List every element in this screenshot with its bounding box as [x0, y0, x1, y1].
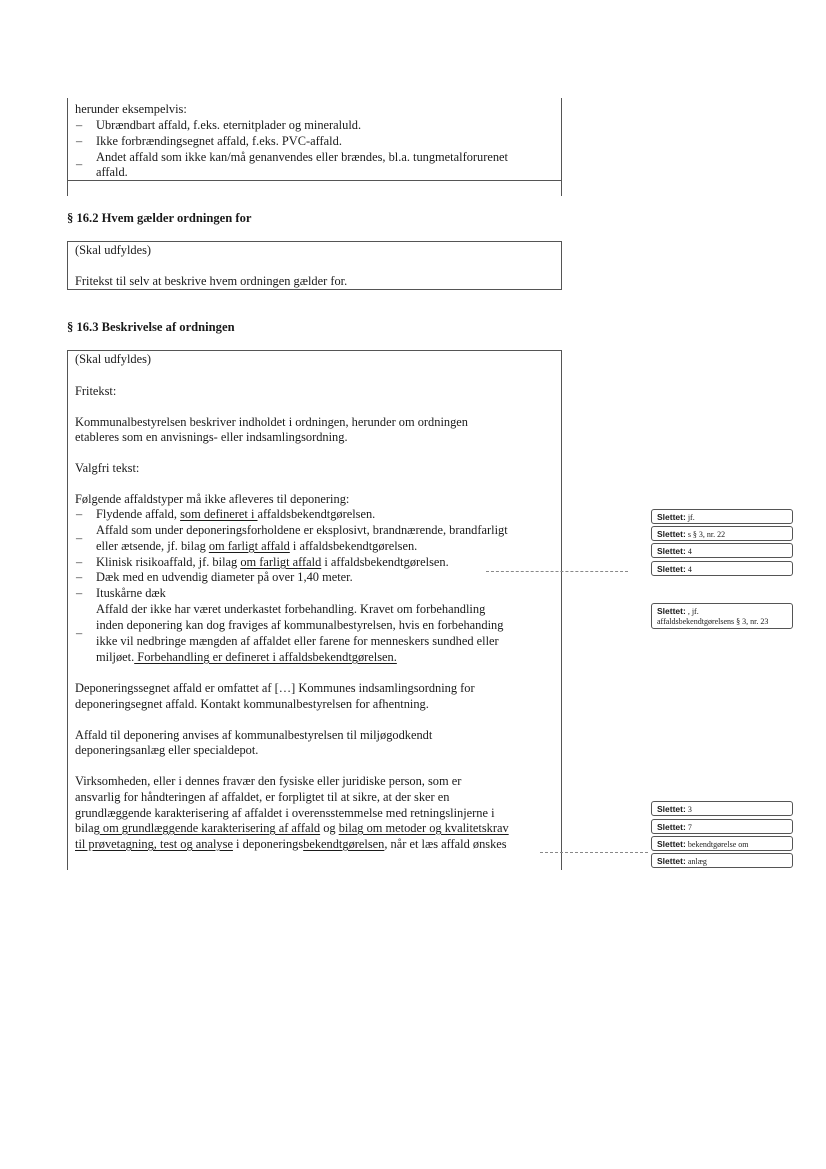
list-item-6-line4: miljøet. Forbehandling er defineret i affaldsbekendtgørelsen.	[96, 650, 397, 664]
comment-text: 4	[687, 547, 692, 556]
fritekst-label: Fritekst:	[75, 384, 117, 398]
section-heading-16-2: § 16.2 Hvem gælder ordningen for	[67, 211, 252, 225]
comment-text: s § 3, nr. 22	[687, 530, 726, 539]
list-item-6-line3: ikke vil nedbringe mængden af affaldet eller farene for menneskers sundhed eller	[96, 634, 499, 648]
inserted-text: om farligt affald	[208, 539, 290, 553]
para4-line1: Virksomheden, eller i dennes fravær den fysiske eller juridiske person, som er	[75, 774, 462, 788]
para3-line1: Affald til deponering anvises af kommunalbestyrelsen til miljøgodkendt	[75, 728, 433, 742]
para4-line4: bilag om grundlæggende karakterisering af affald og bilag om metoder og kvalitetskrav	[75, 821, 509, 835]
top-box-divider	[67, 180, 562, 181]
comment-label: Slettet:	[657, 564, 686, 574]
para4-line3: grundlæggende karakterisering af affaldet i overensstemmelse med retningslinjerne i	[75, 806, 495, 820]
bullet: –	[76, 531, 83, 545]
comment-text: anlæg	[687, 857, 707, 866]
top-item-1: Ubrændbart affald, f.eks. eternitplader og mineraluld.	[96, 118, 362, 132]
inserted-text: Forbehandling er defineret i affaldsbekendtgørelsen.	[134, 650, 397, 664]
comment-leader-line	[486, 571, 628, 572]
para2-line2: deponeringsegnet affald. Kontakt kommunalbestyrelsen for afhentning.	[75, 697, 429, 711]
top-item-3-line2: affald.	[96, 165, 128, 179]
bullet: –	[76, 134, 83, 148]
comment-label: Slettet:	[657, 839, 686, 849]
bullet: –	[76, 626, 83, 640]
comment-leader-line	[540, 852, 648, 853]
bullet: –	[76, 586, 83, 600]
para2-line1: Deponeringssegnet affald er omfattet af […] Kommunes indsamlingsordning for	[75, 681, 475, 695]
inserted-text: om farligt affald	[240, 555, 322, 569]
comment-balloon[interactable]	[651, 603, 793, 629]
comment-label: Slettet:	[657, 529, 686, 539]
section-heading-16-3: § 16.3 Beskrivelse af ordningen	[67, 320, 235, 334]
list-item-2-line1: Affald som under deponeringsforholdene er eksplosivt, brandnærende, brandfarligt	[96, 523, 508, 537]
comment-balloon[interactable]	[651, 801, 793, 816]
inserted-text: som defineret i	[180, 507, 258, 521]
bullet: –	[76, 507, 83, 521]
comment-text: 4	[687, 565, 692, 574]
top-item-2: Ikke forbrændingsegnet affald, f.eks. PVC-affald.	[96, 134, 342, 148]
para1-line1: Kommunalbestyrelsen beskriver indholdet i ordningen, herunder om ordningen	[75, 415, 468, 429]
comment-balloon[interactable]	[651, 836, 793, 851]
comment-text: 7	[687, 823, 692, 832]
para4-line2: ansvarlig for håndteringen af affaldet, er forpligtet til at sikre, at der sker en	[75, 790, 450, 804]
bullet: –	[76, 570, 83, 584]
comment-balloon[interactable]	[651, 561, 793, 576]
comment-balloon[interactable]	[651, 526, 793, 541]
top-item-3-line1: Andet affald som ikke kan/må genanvendes eller brændes, bl.a. tungmetalforurenet	[96, 150, 508, 164]
skal-udfyldes: (Skal udfyldes)	[75, 352, 152, 366]
skal-udfyldes: (Skal udfyldes)	[75, 243, 152, 257]
list-item-4: Dæk med en udvendig diameter på over 1,40 meter.	[96, 570, 353, 584]
inserted-text: bilag om metoder og kvalitetskrav	[338, 821, 509, 835]
comment-text: 3	[687, 805, 692, 814]
list-item-1: Flydende affald, som defineret i affaldsbekendtgørelsen.	[96, 507, 376, 521]
comment-label: Slettet:	[657, 822, 686, 832]
comment-text: , jf.	[687, 607, 699, 616]
comment-label: Slettet:	[657, 606, 686, 616]
comment-balloon[interactable]	[651, 509, 793, 524]
bullet: –	[76, 157, 83, 171]
comment-label: Slettet:	[657, 856, 686, 866]
list-item-3: Klinisk risikoaffald, jf. bilag om farligt affald i affaldsbekendtgørelsen.	[96, 555, 449, 569]
inserted-text: bekendtgørelsen	[303, 837, 385, 851]
bullet: –	[76, 555, 83, 569]
comment-balloon[interactable]	[651, 543, 793, 558]
valgfri-label: Valgfri tekst:	[75, 461, 140, 475]
comment-label: Slettet:	[657, 546, 686, 556]
list-item-6-line2: inden deponering kan dog fraviges af kommunalbestyrelsen, hvis en forbehanding	[96, 618, 504, 632]
section-16-2-fritekst: Fritekst til selv at beskrive hvem ordningen gælder for.	[75, 274, 348, 288]
comment-text: jf.	[687, 513, 695, 522]
comment-text: affaldsbekendtgørelsens § 3, nr. 23	[657, 617, 769, 626]
list-item-5: Ituskårne dæk	[96, 586, 166, 600]
bullet: –	[76, 118, 83, 132]
list-item-2-line2: eller ætsende, jf. bilag om farligt affald i affaldsbekendtgørelsen.	[96, 539, 418, 553]
comment-balloon[interactable]	[651, 819, 793, 834]
para4-line5: til prøvetagning, test og analyse i deponeringsbekendtgørelsen, når et læs affald ønskes	[75, 837, 507, 851]
inserted-text: til prøvetagning, test og analyse	[75, 837, 233, 851]
comment-label: Slettet:	[657, 512, 686, 522]
inserted-text: om grundlæggende karakterisering af affald	[99, 821, 321, 835]
comment-balloon[interactable]	[651, 853, 793, 868]
para1-line2: etableres som en anvisnings- eller indsamlingsordning.	[75, 430, 348, 444]
comment-text: bekendtgørelse om	[687, 840, 749, 849]
list-intro: Følgende affaldstyper må ikke afleveres til deponering:	[75, 492, 350, 506]
comment-label: Slettet:	[657, 804, 686, 814]
para3-line2: deponeringsanlæg eller specialdepot.	[75, 743, 259, 757]
list-item-6-line1: Affald der ikke har været underkastet forbehandling. Kravet om forbehandling	[96, 602, 486, 616]
top-box-intro: herunder eksempelvis:	[75, 102, 187, 116]
